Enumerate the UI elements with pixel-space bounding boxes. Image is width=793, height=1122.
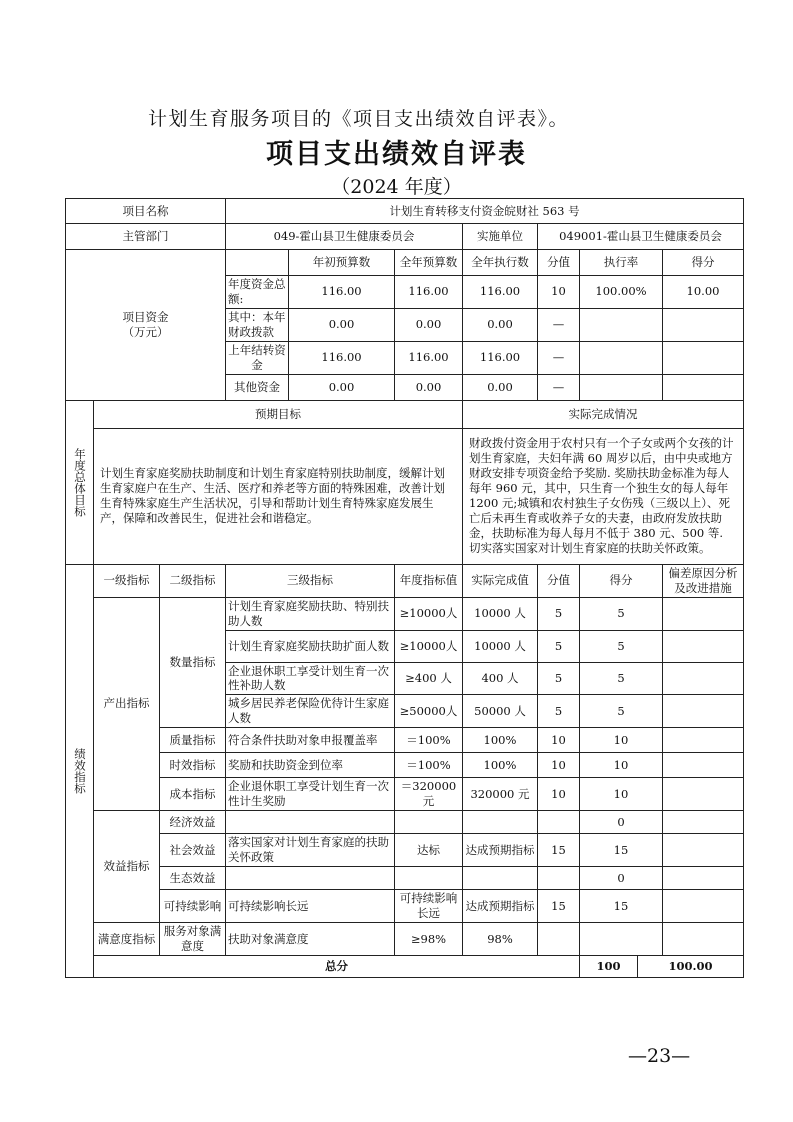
- impl-label: 实施单位: [463, 224, 538, 250]
- score: 15: [580, 834, 663, 867]
- score: 15: [580, 890, 663, 923]
- funds-header: 年初预算数: [289, 250, 395, 276]
- funds-cell: [580, 308, 663, 341]
- deviation-cell: [663, 867, 744, 890]
- funds-cell: 116.00: [395, 341, 463, 374]
- expected-goal-label: 预期目标: [94, 400, 463, 428]
- l3-indicator: 计划生育家庭奖励扶助、特别扶助人数: [226, 597, 395, 630]
- actual-value: 100%: [463, 753, 538, 778]
- l3-indicator: 企业退休职工享受计划生育一次性补助人数: [226, 662, 395, 695]
- ind-header: 三级指标: [226, 564, 395, 597]
- score: 5: [580, 695, 663, 728]
- score-max: 10: [538, 778, 580, 811]
- score-max: [538, 811, 580, 834]
- deviation-cell: [663, 695, 744, 728]
- funds-cell: —: [538, 308, 580, 341]
- score: 10: [580, 753, 663, 778]
- funds-cell: 100.00%: [580, 276, 663, 309]
- score-max: [538, 867, 580, 890]
- deviation-cell: [663, 753, 744, 778]
- sustain-indicator-label: 可持续影响: [160, 890, 226, 923]
- target-value: [395, 867, 463, 890]
- score: 0: [580, 811, 663, 834]
- economic-indicator-label: 经济效益: [160, 811, 226, 834]
- l3-indicator: 符合条件扶助对象申报覆盖率: [226, 728, 395, 753]
- l3-indicator: 奖励和扶助资金到位率: [226, 753, 395, 778]
- total-label: 总分: [94, 956, 580, 978]
- target-value: [395, 811, 463, 834]
- impl-value: 049001-霍山县卫生健康委员会: [538, 224, 744, 250]
- actual-goal-text: 财政拨付资金用于农村只有一个子女或两个女孩的计划生育家庭，夫妇年满 60 周岁以后，由中央或地方财政安排专项资金给予奖励. 奖励扶助金标准为每人每年 960 元，其中，只生育一个独生女的每人每年 1200 元;城镇和农村独生子女伤残（三级以上）、死亡后未再生育或收养子女的夫妻，由政府发放扶助金，扶助标准为每人每月不低于 380 元、500 等. 切实落实国家对计划生育家庭的扶助关怀政策。: [463, 428, 744, 564]
- score-max: 5: [538, 597, 580, 630]
- funds-header: 分值: [538, 250, 580, 276]
- score-max: [538, 923, 580, 956]
- funds-header: 全年预算数: [395, 250, 463, 276]
- indicators-label: 绩效指标: [66, 564, 94, 978]
- page-title: 项目支出绩效自评表: [266, 139, 527, 170]
- funds-cell: 116.00: [463, 276, 538, 309]
- deviation-cell: [663, 630, 744, 662]
- ind-header: 二级指标: [160, 564, 226, 597]
- funds-row-label: 年度资金总额:: [226, 276, 289, 309]
- score: 10: [580, 728, 663, 753]
- funds-header: 全年执行数: [463, 250, 538, 276]
- score: 5: [580, 662, 663, 695]
- actual-value: [463, 811, 538, 834]
- satisfaction-indicator-label: 满意度指标: [94, 923, 160, 956]
- score-max: 5: [538, 630, 580, 662]
- score: [580, 923, 663, 956]
- ecological-indicator-label: 生态效益: [160, 867, 226, 890]
- deviation-cell: [663, 923, 744, 956]
- actual-goal-label: 实际完成情况: [463, 400, 744, 428]
- deviation-cell: [663, 728, 744, 753]
- deviation-cell: [663, 890, 744, 923]
- ind-header: 实际完成值: [463, 564, 538, 597]
- funds-cell: 10.00: [663, 276, 744, 309]
- score-max: 5: [538, 695, 580, 728]
- funds-cell: [663, 341, 744, 374]
- actual-value: [463, 867, 538, 890]
- social-indicator-label: 社会效益: [160, 834, 226, 867]
- deviation-cell: [663, 834, 744, 867]
- score: 5: [580, 597, 663, 630]
- score-max: 15: [538, 834, 580, 867]
- goals-label: 年度总体目标: [66, 400, 94, 564]
- score: 5: [580, 630, 663, 662]
- actual-value: 10000 人: [463, 597, 538, 630]
- dept-label: 主管部门: [66, 224, 226, 250]
- benefit-indicator-label: 效益指标: [94, 811, 160, 923]
- quantity-indicator-label: 数量指标: [160, 597, 226, 728]
- ind-header: 一级指标: [94, 564, 160, 597]
- actual-value: 320000 元: [463, 778, 538, 811]
- ind-header: 得分: [580, 564, 663, 597]
- funds-cell: 10: [538, 276, 580, 309]
- project-name-label: 项目名称: [66, 199, 226, 224]
- target-value: 可持续影响长远: [395, 890, 463, 923]
- total-score-max: 100: [580, 956, 638, 978]
- expected-goal-text: 计划生育家庭奖励扶助制度和计划生育家庭特别扶助制度，缓解计划生育家庭户在生产、生活、医疗和养老等方面的特殊困难，改善计划生育特殊家庭生产生活状况，引导和帮助计划生育特殊家庭发展生产，保障和改善民生，促进社会和谐稳定。: [94, 428, 463, 564]
- score: 10: [580, 778, 663, 811]
- score-max: 5: [538, 662, 580, 695]
- service-satisfaction-label: 服务对象满意度: [160, 923, 226, 956]
- funds-cell: 116.00: [289, 341, 395, 374]
- page-number: —23—: [628, 1045, 691, 1067]
- target-value: ≥10000人: [395, 630, 463, 662]
- actual-value: 10000 人: [463, 630, 538, 662]
- project-name: 计划生育转移支付资金皖财社 563 号: [226, 199, 744, 224]
- ind-header: 分值: [538, 564, 580, 597]
- funds-cell: 0.00: [395, 308, 463, 341]
- funds-header-blank: [226, 250, 289, 276]
- intro-text: 计划生育服务项目的《项目支出绩效自评表》。: [148, 108, 570, 130]
- ind-header: 偏差原因分析及改进措施: [663, 564, 744, 597]
- ind-header: 年度指标值: [395, 564, 463, 597]
- deviation-cell: [663, 811, 744, 834]
- funds-cell: 0.00: [463, 308, 538, 341]
- funds-row-label: 其他资金: [226, 374, 289, 400]
- deviation-cell: [663, 662, 744, 695]
- l3-indicator: [226, 867, 395, 890]
- funds-cell: [663, 374, 744, 400]
- performance-table: [65, 198, 744, 978]
- funds-header: 执行率: [580, 250, 663, 276]
- deviation-cell: [663, 778, 744, 811]
- target-value: ≥400 人: [395, 662, 463, 695]
- quality-indicator-label: 质量指标: [160, 728, 226, 753]
- funds-header: 得分: [663, 250, 744, 276]
- l3-indicator: 企业退休职工享受计划生育一次性计生奖励: [226, 778, 395, 811]
- funds-cell: —: [538, 374, 580, 400]
- actual-value: 98%: [463, 923, 538, 956]
- l3-indicator: 可持续影响长远: [226, 890, 395, 923]
- funds-cell: 0.00: [289, 308, 395, 341]
- funds-cell: [663, 308, 744, 341]
- l3-indicator: 落实国家对计划生育家庭的扶助关怀政策: [226, 834, 395, 867]
- actual-value: 100%: [463, 728, 538, 753]
- funds-row-label: 其中：本年财政拨款: [226, 308, 289, 341]
- funds-cell: 116.00: [463, 341, 538, 374]
- target-value: ＝320000元: [395, 778, 463, 811]
- target-value: ≥10000人: [395, 597, 463, 630]
- total-score: 100.00: [638, 956, 744, 978]
- funds-label: 项目资金 （万元）: [66, 250, 226, 401]
- actual-value: 达成预期指标: [463, 834, 538, 867]
- score: 0: [580, 867, 663, 890]
- l3-indicator: [226, 811, 395, 834]
- funds-cell: [580, 374, 663, 400]
- target-value: ＝100%: [395, 753, 463, 778]
- output-indicator-label: 产出指标: [94, 597, 160, 811]
- funds-cell: [580, 341, 663, 374]
- funds-cell: 0.00: [395, 374, 463, 400]
- target-value: ≥98%: [395, 923, 463, 956]
- funds-cell: 0.00: [289, 374, 395, 400]
- target-value: 达标: [395, 834, 463, 867]
- score-max: 10: [538, 753, 580, 778]
- l3-indicator: 城乡居民养老保险优待计生家庭人数: [226, 695, 395, 728]
- actual-value: 50000 人: [463, 695, 538, 728]
- target-value: ＝100%: [395, 728, 463, 753]
- funds-cell: 116.00: [289, 276, 395, 309]
- timely-indicator-label: 时效指标: [160, 753, 226, 778]
- score-max: 15: [538, 890, 580, 923]
- l3-indicator: 计划生育家庭奖励扶助扩面人数: [226, 630, 395, 662]
- funds-cell: —: [538, 341, 580, 374]
- actual-value: 400 人: [463, 662, 538, 695]
- funds-row-label: 上年结转资金: [226, 341, 289, 374]
- year-label: （2024 年度）: [331, 176, 462, 198]
- dept-value: 049-霍山县卫生健康委员会: [226, 224, 463, 250]
- deviation-cell: [663, 597, 744, 630]
- actual-value: 达成预期指标: [463, 890, 538, 923]
- target-value: ≥50000人: [395, 695, 463, 728]
- funds-cell: 0.00: [463, 374, 538, 400]
- score-max: 10: [538, 728, 580, 753]
- funds-cell: 116.00: [395, 276, 463, 309]
- cost-indicator-label: 成本指标: [160, 778, 226, 811]
- l3-indicator: 扶助对象满意度: [226, 923, 395, 956]
